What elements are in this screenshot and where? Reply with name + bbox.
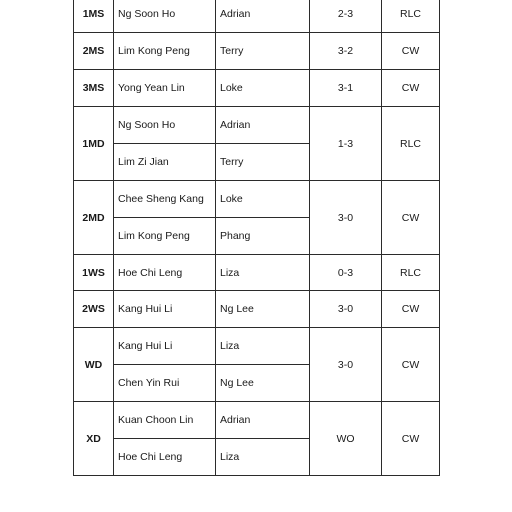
opponent-cell: Adrian bbox=[216, 0, 310, 33]
opponent-cell: Adrian bbox=[216, 402, 310, 439]
player-cell: Lim Zi Jian bbox=[114, 144, 216, 181]
table-row bbox=[74, 33, 440, 70]
table-row bbox=[74, 291, 440, 328]
score-cell: 1-3 bbox=[310, 107, 382, 181]
table-row bbox=[74, 0, 440, 33]
player-cell: Hoe Chi Leng bbox=[114, 439, 216, 476]
event-cell: 3MS bbox=[74, 70, 114, 107]
event-cell: 1MD bbox=[74, 107, 114, 181]
opponent-cell: Loke bbox=[216, 181, 310, 218]
score-cell: WO bbox=[310, 402, 382, 476]
event-cell: 2MS bbox=[74, 33, 114, 70]
table-row bbox=[74, 402, 440, 439]
event-cell: 1MS bbox=[74, 0, 114, 33]
player-cell: Ng Soon Ho bbox=[114, 107, 216, 144]
opponent-cell: Liza bbox=[216, 439, 310, 476]
opponent-cell: Terry bbox=[216, 33, 310, 70]
player-cell: Yong Yean Lin bbox=[114, 70, 216, 107]
player-cell: Chen Yin Rui bbox=[114, 365, 216, 402]
player-cell: Lim Kong Peng bbox=[114, 218, 216, 255]
player-cell: Kang Hui Li bbox=[114, 291, 216, 328]
winner-cell: RLC bbox=[382, 107, 440, 181]
player-cell: Lim Kong Peng bbox=[114, 33, 216, 70]
opponent-cell: Adrian bbox=[216, 107, 310, 144]
opponent-cell: Ng Lee bbox=[216, 365, 310, 402]
opponent-cell: Ng Lee bbox=[216, 291, 310, 328]
winner-cell: CW bbox=[382, 291, 440, 328]
opponent-cell: Loke bbox=[216, 70, 310, 107]
event-cell: 2WS bbox=[74, 291, 114, 328]
score-cell: 3-0 bbox=[310, 181, 382, 255]
winner-cell: CW bbox=[382, 70, 440, 107]
opponent-cell: Terry bbox=[216, 144, 310, 181]
table-row bbox=[74, 107, 440, 144]
player-cell: Ng Soon Ho bbox=[114, 0, 216, 33]
winner-cell: RLC bbox=[382, 255, 440, 291]
player-cell: Hoe Chi Leng bbox=[114, 255, 216, 291]
table-row bbox=[74, 255, 440, 291]
player-cell: Kuan Choon Lin bbox=[114, 402, 216, 439]
event-cell: WD bbox=[74, 328, 114, 402]
winner-cell: CW bbox=[382, 181, 440, 255]
score-cell: 3-0 bbox=[310, 291, 382, 328]
event-cell: 1WS bbox=[74, 255, 114, 291]
winner-cell: CW bbox=[382, 33, 440, 70]
winner-cell: CW bbox=[382, 328, 440, 402]
score-cell: 3-0 bbox=[310, 328, 382, 402]
score-cell: 3-1 bbox=[310, 70, 382, 107]
table-row bbox=[74, 181, 440, 218]
results-table bbox=[73, 0, 440, 476]
opponent-cell: Phang bbox=[216, 218, 310, 255]
opponent-cell: Liza bbox=[216, 255, 310, 291]
player-cell: Kang Hui Li bbox=[114, 328, 216, 365]
score-cell: 3-2 bbox=[310, 33, 382, 70]
event-cell: 2MD bbox=[74, 181, 114, 255]
score-cell: 0-3 bbox=[310, 255, 382, 291]
winner-cell: RLC bbox=[382, 0, 440, 33]
opponent-cell: Liza bbox=[216, 328, 310, 365]
table-row bbox=[74, 328, 440, 365]
table-row bbox=[74, 70, 440, 107]
winner-cell: CW bbox=[382, 402, 440, 476]
player-cell: Chee Sheng Kang bbox=[114, 181, 216, 218]
score-cell: 2-3 bbox=[310, 0, 382, 33]
event-cell: XD bbox=[74, 402, 114, 476]
